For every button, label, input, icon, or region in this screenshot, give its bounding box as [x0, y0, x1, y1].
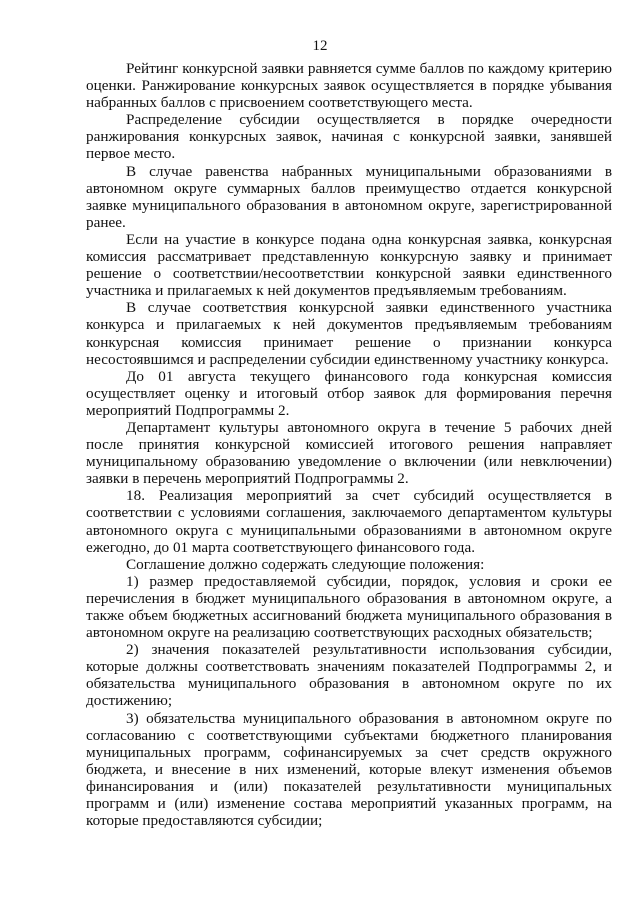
paragraph: В случае соответствия конкурсной заявки единственного участника конкурса и прилагаемых к ней документов предъявляемым требованиям конкурсная комиссия принимает решение о признании конкурса несостоявшимся и распределении субсидии единственному участнику конкурса.: [86, 299, 612, 368]
paragraph: Если на участие в конкурсе подана одна конкурсная заявка, конкурсная комиссия рассматривает представленную конкурсную заявку и принимает решение о соответствии/несоответствии конкурсной заявки единственного участника и прилагаемых к ней документов предъявляемым требованиям.: [86, 230, 612, 300]
paragraph: Рейтинг конкурсной заявки равняется сумме баллов по каждому критерию оценки. Ранжирование конкурсных заявок осуществляется в порядке убывания набранных баллов с присвоением соответствующего места.: [86, 60, 612, 112]
paragraph: Департамент культуры автономного округа в течение 5 рабочих дней после принятия конкурсной комиссией итогового решения направляет муниципальному образованию уведомление о включении (или невключении) заявки в перечень мероприятий Подпрограммы 2.: [86, 418, 612, 488]
document-body: [86, 60, 612, 829]
paragraph: 2) значения показателей результативности использования субсидии, которые должны соответствовать значениям показателей Подпрограммы 2, и обязательства муниципального образования в автономном округе по их достижению;: [86, 641, 612, 710]
paragraph: 3) обязательства муниципального образования в автономном округе по согласованию с соответствующими субъектами бюджетного планирования муниципальных программ, софинансируемых за счет средств окружного бюджета, и внесение в них изменений, которые влекут изменения объемов финансирования и (или) показателей результативности муниципальных программ и (или) изменение состава мероприятий указанных программ, на которые предоставляются субсидии;: [86, 709, 612, 830]
paragraph: В случае равенства набранных муниципальными образованиями в автономном округе суммарных баллов преимущество отдается конкурсной заявке муниципального образования в автономном округе, зарегистрированной ранее.: [86, 162, 612, 231]
page-number: 12: [312, 38, 328, 54]
paragraph: До 01 августа текущего финансового года конкурсная комиссия осуществляет оценку и итоговый отбор заявок для формирования перечня мероприятий Подпрограммы 2.: [86, 367, 612, 419]
paragraph: Распределение субсидии осуществляется в порядке очередности ранжирования конкурсных заявок, начиная с конкурсной заявки, занявшей первое место.: [86, 111, 612, 163]
paragraph: 18. Реализация мероприятий за счет субсидий осуществляется в соответствии с условиями соглашения, заключаемого департаментом культуры автономного округа с муниципальными образованиями в автономном округе ежегодно, до 01 марта соответствующего финансового года.: [86, 487, 612, 556]
paragraph: Соглашение должно содержать следующие положения:: [126, 555, 485, 573]
paragraph: 1) размер предоставляемой субсидии, порядок, условия и сроки ее перечисления в бюджет муниципального образования в автономном округе, а также объем бюджетных ассигнований бюджета муниципального образования в автономном округе на реализацию соответствующих расходных обязательств;: [86, 572, 612, 642]
